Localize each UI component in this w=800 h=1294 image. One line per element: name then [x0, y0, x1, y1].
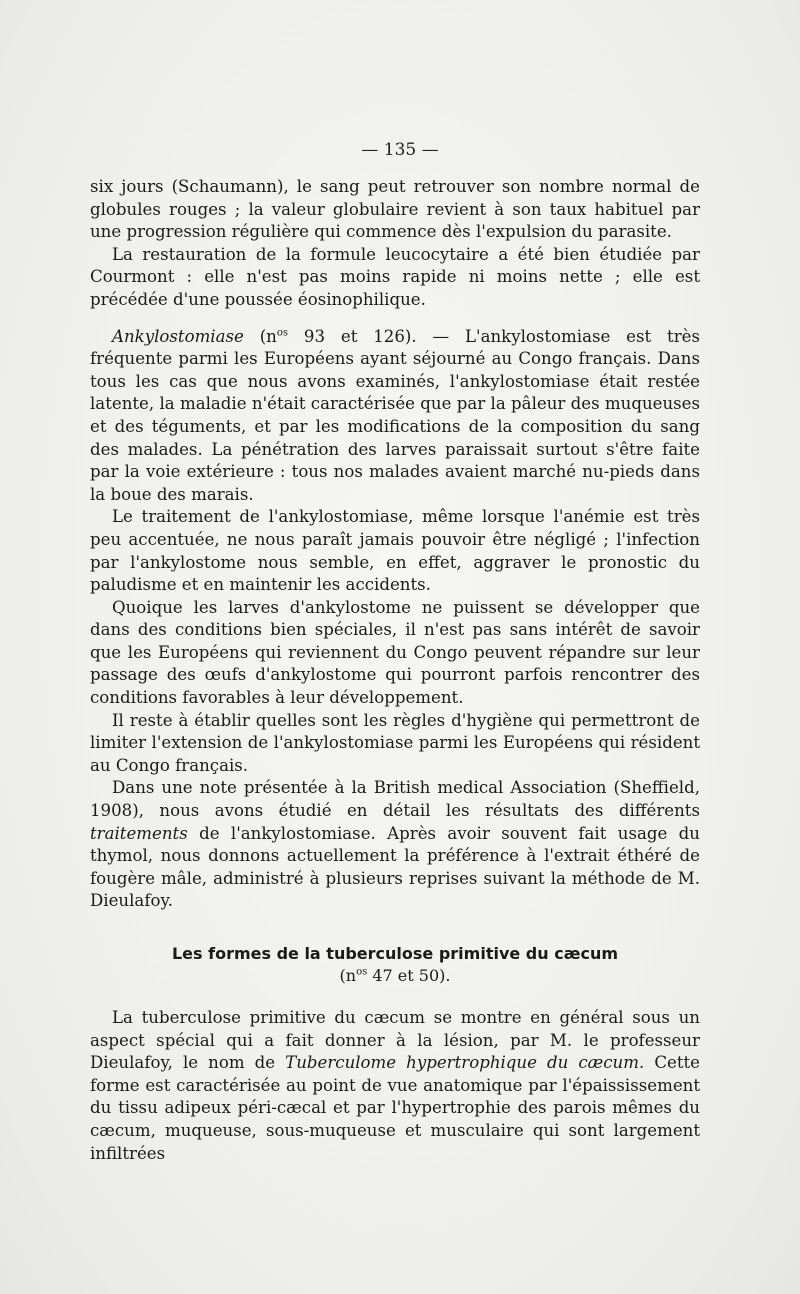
body-text [90, 176, 700, 1165]
paragraph-6: Il reste à établir quelles sont les règles d'hygiène qui permettront de limiter l'extension de l'ankylostomiase parmi les Européens qui résident au Congo français. [90, 710, 700, 775]
paragraph-8-before: La tuberculose primitive du cæcum se montre en général sous un aspect spécial qui a fait donner à la lésion, par M. le professeur Dieulafoy, le nom de [90, 1008, 700, 1073]
paragraph-2: La restauration de la formule leucocytaire a été bien étudiée par Courmont : elle n'est pas moins rapide ni moins nette ; elle est précédée d'une poussée éosinophilique. [90, 244, 700, 309]
section-reference [90, 965, 700, 987]
paragraph-3 [90, 326, 700, 507]
section-ref-rest: 47 et 50). [367, 966, 451, 985]
ref-prefix: (n [243, 326, 277, 346]
paragraph-8 [90, 1007, 700, 1165]
paragraph-8-italic: Tuberculome hypertrophique du cæcum. [285, 1053, 645, 1073]
paragraph-1: six jours (Schaumann), le sang peut retrouver son nombre normal de globules rouges ; la valeur globulaire revient à son taux habituel par une progression régulière qui commence dès l'expulsion du parasite. [90, 177, 700, 242]
paragraph-5: Quoique les larves d'ankylostome ne puissent se développer que dans des conditions bien spéciales, il n'est pas sans intérêt de savoir que les Européens qui reviennent du Congo peuvent répandre sur leur passage des œufs d'ankylostome qui pourront parfois rencontrer des conditions favorables à leur développement. [90, 597, 700, 708]
paragraph-4: Le traitement de l'ankylostomiase, même lorsque l'anémie est très peu accentuée, ne nous paraît jamais pouvoir être négligé ; l'infection par l'ankylostome nous semble, en effet, aggraver le pronostic du paludisme et en maintenir les accidents. [90, 507, 700, 595]
section-title: Les formes de la tuberculose primitive du cæcum [171, 944, 619, 963]
ankylostomiase-heading: Ankylostomiase [112, 326, 244, 346]
paragraph-7-after: de l'ankylostomiase. Après avoir souvent fait usage du thymol, nous donnons actuellement la préférence à l'extrait éthéré de fougère mâle, administré à plusieurs reprises suivant la méthode de M. Dieulafoy. [90, 823, 700, 911]
section-ref-prefix: (n [339, 966, 357, 985]
paragraph-7 [90, 777, 700, 913]
paragraph-3-body: L'ankylostomiase est très fréquente parmi les Européens ayant séjourné au Congo français. Dans tous les cas que nous avons examinés, l'ankylostomiase était restée latente, la maladie n'était caractérisée que par la pâleur des muqueuses et des téguments, et par les modifications de la composition du sang des malades. La pénétration des larves paraissait surtout s'être faite par la voie extérieure : tous nos malades avaient marché nu-pieds dans la boue des marais. [90, 326, 700, 504]
paragraph-8-after: Cette forme est caractérisée au point de vue anatomique par l'épaississement du tissu adipeux péri-cæcal et par l'hypertrophie des parois mêmes du cæcum, muqueuse, sous-muqueuse et musculaire qui sont largement infiltrées [90, 1053, 701, 1163]
section-ref-sup: os [356, 966, 368, 978]
page-number: — 135 — [361, 140, 439, 160]
ref-rest: 93 et 126). — [288, 326, 465, 346]
paragraph-7-italic: traitements [90, 823, 188, 843]
ref-sup: os [276, 327, 289, 339]
paragraph-7-before: Dans une note présentée à la British medical Association (Sheffield, 1908), nous avons étudié en détail les résultats des différents [90, 778, 700, 821]
